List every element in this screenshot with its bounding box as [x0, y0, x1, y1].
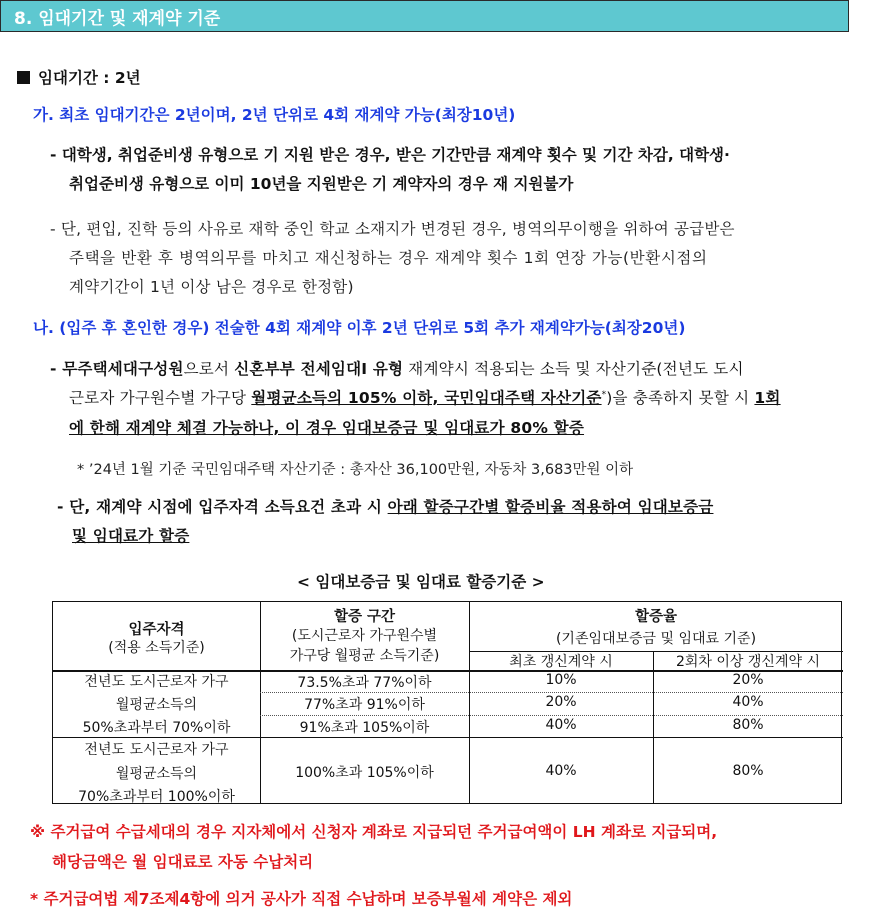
- group2-line1: 전년도 도시근로자 가구: [84, 742, 229, 758]
- section-title: 8. 임대기간 및 재계약 기준: [14, 9, 221, 29]
- na-item1-line2: 근로자 가구원수별 가구당 월평균소득의 105% 이하, 국민임대주택 자산기준*)을 충족하지 못할 시 1회: [69, 389, 781, 407]
- group2-first: 40%: [545, 763, 577, 779]
- na-item1-line1: - 무주택세대구성원으로서 신혼부부 전세임대Ⅰ 유형 재계약시 적용되는 소득 및 자산기준(전년도 도시: [50, 360, 744, 378]
- header-qualification: 입주자격: [128, 622, 185, 638]
- row3-second: 80%: [732, 717, 764, 733]
- clause-na: 나. (입주 후 혼인한 경우) 전술한 4회 재계약 이후 2년 단위로 5회 추가 재계약가능(최장20년): [33, 319, 686, 337]
- ga-item2-line2: 주택을 반환 후 병역의무를 마치고 재신청하는 경우 재계약 횟수 1회 연장 가능(반환시점의: [69, 249, 708, 267]
- header-first-renewal: 최초 갱신계약 시: [509, 654, 613, 670]
- asset-footnote: * ’24년 1월 기준 국민임대주택 자산기준 : 총자산 36,100만원, 자동차 3,683만원 이하: [77, 462, 634, 478]
- header-range: 할증 구간: [333, 609, 396, 625]
- row1-second: 20%: [732, 672, 764, 688]
- row3-first: 40%: [545, 717, 577, 733]
- header-qualification-sub: (적용 소득기준): [108, 640, 205, 656]
- header-rate-sub: (기존임대보증금 및 임대료 기준): [555, 631, 757, 647]
- na-item2-line2: 및 임대료가 할증: [72, 527, 190, 545]
- row1-first: 10%: [545, 672, 577, 688]
- ga-item2-line3: 계약기간이 1년 이상 남은 경우로 한정함): [69, 278, 354, 296]
- group1-line2: 월평균소득의: [115, 697, 198, 713]
- na-item1-line3: 에 한해 재계약 체결 가능하나, 이 경우 임대보증금 및 임대료가 80% 할증: [69, 419, 585, 437]
- group2-line2: 월평균소득의: [115, 766, 198, 782]
- row1-range: 73.5%초과 77%이하: [297, 675, 432, 691]
- group2-range: 100%초과 105%이하: [295, 765, 434, 781]
- table-title: < 임대보증금 및 임대료 할증기준 >: [297, 573, 545, 591]
- period-label: 임대기간 : 2년: [38, 69, 141, 87]
- housing-benefit-exclusion-note: * 주거급여법 제7조제4항에 의거 공사가 직접 수납하며 보증부월세 계약은 제외: [30, 890, 573, 908]
- row2-second: 40%: [732, 694, 764, 710]
- header-rate: 할증율: [634, 609, 678, 625]
- row2-range: 77%초과 91%이하: [304, 697, 425, 713]
- housing-benefit-note-line2: 해당금액은 월 임대료로 자동 수납처리: [52, 853, 314, 871]
- ga-item2-line1: - 단, 편입, 진학 등의 사유로 재학 중인 학교 소재지가 변경된 경우, 병역의무이행을 위하여 공급받은: [50, 220, 735, 238]
- housing-benefit-note-line1: ※ 주거급여 수급세대의 경우 지자체에서 신청자 계좌로 지급되던 주거급여액이 LH 계좌로 지급되며,: [30, 823, 718, 841]
- group2-line3: 70%초과부터 100%이하: [78, 789, 235, 805]
- na-item2-line1: - 단, 재계약 시점에 입주자격 소득요건 초과 시 아래 할증구간별 할증비율 적용하여 임대보증금: [57, 498, 714, 516]
- surcharge-table: [52, 601, 842, 804]
- period-heading: [17, 66, 141, 88]
- row3-range: 91%초과 105%이하: [299, 720, 430, 736]
- group1-line3: 50%초과부터 70%이하: [82, 720, 231, 736]
- clause-ga: 가. 최초 임대기간은 2년이며, 2년 단위로 4회 재계약 가능(최장10년): [33, 106, 516, 124]
- square-bullet-icon: [17, 71, 30, 84]
- header-range-sub1: (도시근로자 가구원수별: [291, 628, 438, 644]
- section-header: [0, 0, 849, 32]
- header-range-sub2: 가구당 월평균 소득기준): [289, 648, 440, 664]
- group2-second: 80%: [732, 763, 764, 779]
- ga-item1-line1: - 대학생, 취업준비생 유형으로 기 지원 받은 경우, 받은 기간만큼 재계약 횟수 및 기간 차감, 대학생·: [50, 146, 730, 164]
- group1-line1: 전년도 도시근로자 가구: [84, 674, 229, 690]
- header-second-renewal: 2회차 이상 갱신계약 시: [676, 654, 820, 670]
- row2-first: 20%: [545, 694, 577, 710]
- ga-item1-line2: 취업준비생 유형으로 이미 10년을 지원받은 기 계약자의 경우 재 지원불가: [69, 175, 574, 193]
